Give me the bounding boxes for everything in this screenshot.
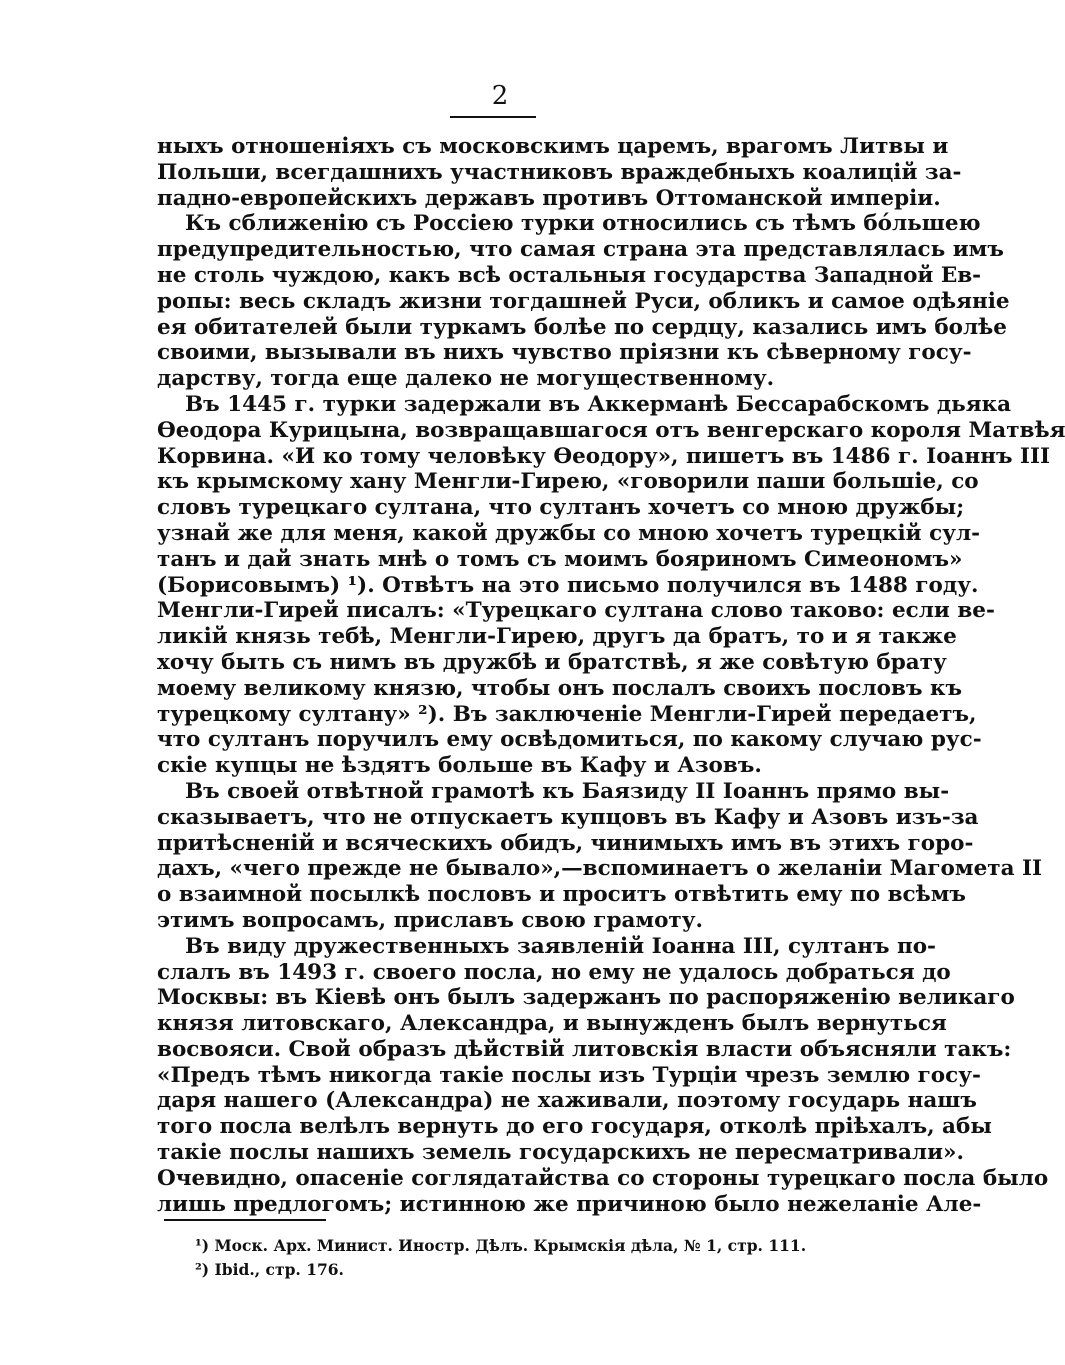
- text-line: моему великому князю, чтобы онъ послалъ своихъ пословъ къ: [157, 675, 962, 701]
- page-number: 2: [491, 81, 509, 111]
- text-line: словъ турецкаго султана, что султанъ хочетъ со мною дружбы;: [157, 495, 965, 521]
- text-line: дахъ, «чего прежде не бывало»,—вспоминаетъ о желаніи Магомета II: [157, 856, 1043, 882]
- text-line: танъ и дай знать мнѣ о томъ съ моимъ бояриномъ Симеономъ»: [157, 546, 963, 572]
- text-line: турецкому султану» ²). Въ заключеніе Менгли-Гирей передаетъ,: [157, 701, 977, 727]
- text-line: Въ 1445 г. турки задержали въ Аккерманѣ Бессарабскомъ дьяка: [185, 391, 1012, 417]
- text-line: къ крымскому хану Менгли-Гирею, «говорили паши большіе, со: [157, 469, 979, 495]
- text-line: падно-европейскихъ державъ противъ Оттоманской имперіи.: [157, 185, 941, 211]
- text-line: лишь предлогомъ; истинною же причиною было нежеланіе Але-: [157, 1191, 982, 1217]
- text-line: Очевидно, опасеніе соглядатайства со стороны турецкаго посла было: [157, 1165, 1049, 1191]
- text-line: «Предъ тѣмъ никогда такіе послы изъ Турціи чрезъ землю госу-: [157, 1062, 981, 1088]
- text-line: Ѳеодора Курицына, возвращавшагося отъ венгерскаго короля Матвѣя: [157, 417, 1065, 443]
- text-line: ея обитателей были туркамъ болѣе по сердцу, казались имъ болѣе: [157, 314, 1007, 340]
- text-line: своими, вызывали въ нихъ чувство пріязни къ сѣверному госу-: [157, 340, 972, 366]
- text-line: восвояси. Свой образъ дѣйствій литовскія власти объясняли такъ:: [157, 1036, 1012, 1062]
- text-line: Корвина. «И ко тому человѣку Ѳеодору», пишетъ въ 1486 г. Іоаннъ III: [157, 443, 1051, 469]
- text-line: хочу быть съ нимъ въ дружбѣ и братствѣ, я же совѣтую брату: [157, 649, 947, 675]
- text-line: слалъ въ 1493 г. своего посла, но ему не удалось добраться до: [157, 959, 951, 985]
- text-line: не столь чуждою, какъ всѣ остальныя государства Западной Ев-: [157, 262, 982, 288]
- text-line: такіе послы нашихъ земель государскихъ не пересматривали».: [157, 1140, 964, 1166]
- text-line: Въ виду дружественныхъ заявленій Іоанна III, султанъ по-: [185, 933, 936, 959]
- header-rule: [450, 116, 536, 118]
- body-text: [157, 134, 1065, 1217]
- text-line: скіе купцы не ѣздятъ больше въ Кафу и Азовъ.: [157, 753, 762, 779]
- footnotes: [195, 1234, 835, 1282]
- text-line: князя литовскаго, Александра, и вынужденъ былъ вернуться: [157, 1011, 947, 1037]
- text-line: что султанъ поручилъ ему освѣдомиться, по какому случаю рус-: [157, 727, 982, 753]
- text-line: дарству, тогда еще далеко не могущественному.: [157, 366, 775, 392]
- footnote-rule: [164, 1219, 326, 1221]
- text-line: Въ своей отвѣтной грамотѣ къ Баязиду II Іоаннъ прямо вы-: [185, 778, 950, 804]
- text-line: Москвы: въ Кіевѣ онъ былъ задержанъ по распоряженію великаго: [157, 985, 1015, 1011]
- text-line: предупредительностью, что самая страна эта представлялась имъ: [157, 237, 1004, 263]
- text-line: (Борисовымъ) ¹). Отвѣтъ на это письмо получился въ 1488 году.: [157, 572, 979, 598]
- text-line: даря нашего (Александра) не хаживали, поэтому государь нашъ: [157, 1088, 977, 1114]
- text-line: Къ сближенію съ Россіею турки относились съ тѣмъ бо́льшею: [185, 211, 981, 237]
- text-line: этимъ вопросамъ, приславъ свою грамоту.: [157, 907, 704, 933]
- text-line: узнай же для меня, какой дружбы со мною хочетъ турецкій сул-: [157, 520, 981, 546]
- text-line: сказываетъ, что не отпускаетъ купцовъ въ Кафу и Азовъ изъ-за: [157, 804, 979, 830]
- text-line: притѣсненій и всяческихъ обидъ, чинимыхъ имъ въ этихъ горо-: [157, 830, 974, 856]
- text-line: ныхъ отношеніяхъ съ московскимъ царемъ, врагомъ Литвы и: [157, 134, 949, 159]
- text-line: Менгли-Гирей писалъ: «Турецкаго султана слово таково: если ве-: [157, 598, 995, 624]
- text-line: того посла велѣлъ вернуть до его государя, отколѣ пріѣхалъ, абы: [157, 1114, 992, 1140]
- text-line: ликій князь тебѣ, Менгли-Гирею, другъ да братъ, то и я также: [157, 624, 957, 650]
- footnote-1: ¹) Моск. Арх. Минист. Иностр. Дѣлъ. Крымскія дѣла, № 1, стр. 111.: [195, 1236, 807, 1255]
- text-line: Польши, всегдашнихъ участниковъ враждебныхъ коалицій за-: [157, 159, 962, 185]
- text-line: о взаимной посылкѣ пословъ и проситъ отвѣтить ему по всѣмъ: [157, 882, 966, 908]
- footnote-2: ²) Ibid., стр. 176.: [195, 1260, 344, 1279]
- text-line: ропы: весь складъ жизни тогдашней Руси, обликъ и самое одѣяніе: [157, 288, 1010, 314]
